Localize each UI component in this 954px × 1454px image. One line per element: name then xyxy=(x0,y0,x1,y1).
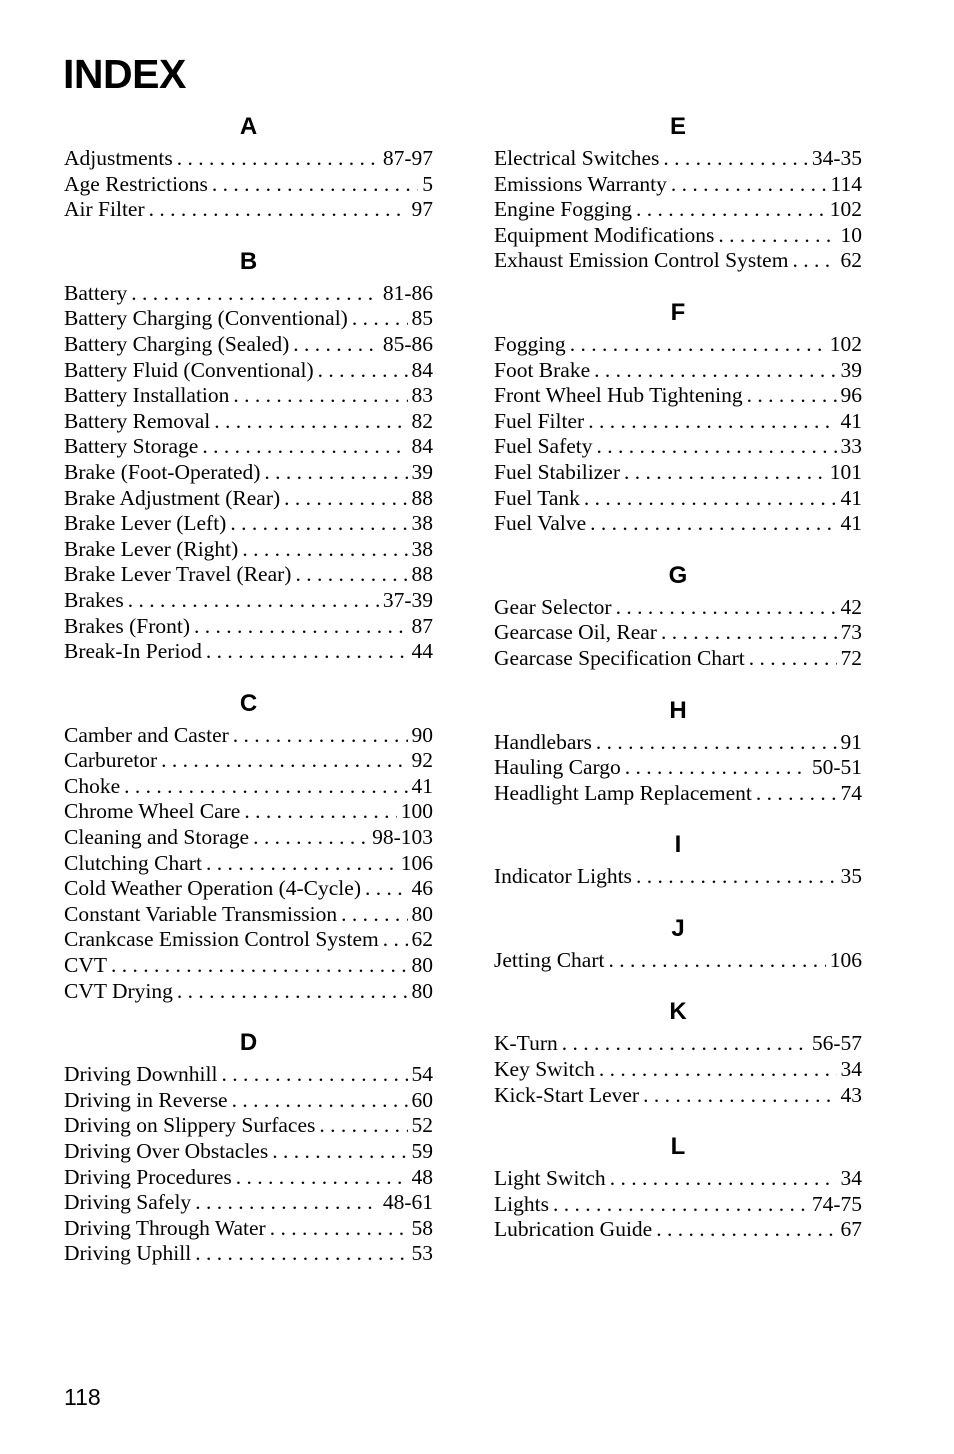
entry-page: 62 xyxy=(840,248,862,273)
entry-page: 41 xyxy=(411,773,433,798)
dot-leader xyxy=(341,902,407,927)
entry-page: 34-35 xyxy=(811,146,862,170)
entry-page: 34 xyxy=(840,1057,862,1082)
dot-leader xyxy=(284,486,407,511)
index-entry xyxy=(64,511,433,537)
entry-name: Constant Variable Transmission xyxy=(64,901,338,926)
dot-leader xyxy=(383,927,408,952)
entry-page: 46 xyxy=(411,876,433,901)
index-column-left xyxy=(64,112,433,1291)
dot-leader xyxy=(599,1057,837,1082)
index-entry xyxy=(64,774,433,800)
entry-name: CVT xyxy=(64,953,107,978)
entry-page: 96 xyxy=(840,383,862,408)
dot-leader xyxy=(253,825,368,850)
index-entry xyxy=(64,1113,433,1139)
entry-page: 83 xyxy=(411,383,433,408)
dot-leader xyxy=(590,511,836,536)
dot-leader xyxy=(553,1192,808,1217)
dot-leader xyxy=(270,1216,408,1241)
entry-name: Crankcase Emission Control System xyxy=(64,927,379,952)
entry-name: Lights xyxy=(494,1191,549,1216)
index-entry xyxy=(494,434,862,460)
index-section xyxy=(64,723,433,1005)
entry-page: 42 xyxy=(840,594,862,619)
index-entry xyxy=(64,876,433,902)
dot-leader xyxy=(230,511,407,536)
entry-name: Cold Weather Operation (4-Cycle) xyxy=(64,876,361,901)
entry-page: 100 xyxy=(400,799,433,824)
entry-page: 5 xyxy=(422,171,433,196)
dot-leader xyxy=(161,748,407,773)
entry-name: Jetting Chart xyxy=(494,947,605,972)
dot-leader xyxy=(221,1062,407,1087)
dot-leader xyxy=(233,723,408,748)
dot-leader xyxy=(671,172,827,197)
entry-page: 97 xyxy=(411,197,433,222)
index-entry xyxy=(494,620,862,646)
index-entry xyxy=(64,851,433,877)
index-section xyxy=(64,146,433,223)
index-entry xyxy=(64,1190,433,1216)
entry-name: Age Restrictions xyxy=(64,171,208,196)
entry-name: Gearcase Oil, Rear xyxy=(494,620,657,645)
entry-page: 58 xyxy=(411,1215,433,1240)
index-entry xyxy=(494,172,862,198)
entry-page: 56-57 xyxy=(811,1031,862,1056)
entry-name: Driving Procedures xyxy=(64,1164,232,1189)
section-letter: G xyxy=(668,561,688,589)
index-entry xyxy=(494,197,862,223)
index-entry xyxy=(494,409,862,435)
dot-leader xyxy=(295,562,407,587)
entry-name: Chrome Wheel Care xyxy=(64,799,241,824)
index-section xyxy=(494,730,862,807)
entry-name: Kick-Start Lever xyxy=(494,1082,640,1107)
dot-leader xyxy=(610,1166,837,1191)
entry-name: Battery Charging (Sealed) xyxy=(64,331,290,356)
index-entry xyxy=(64,146,433,172)
dot-leader xyxy=(206,851,397,876)
dot-leader xyxy=(594,358,836,383)
dot-leader xyxy=(636,864,837,889)
dot-leader xyxy=(636,197,826,222)
index-entry xyxy=(64,1139,433,1165)
index-entry xyxy=(494,646,862,672)
dot-leader xyxy=(625,755,808,780)
index-entry xyxy=(494,248,862,274)
dot-leader xyxy=(195,1190,379,1215)
entry-name: Brake Lever (Right) xyxy=(64,536,239,561)
section-letter: F xyxy=(670,298,686,326)
dot-leader xyxy=(242,537,407,562)
index-entry xyxy=(64,434,433,460)
index-entry xyxy=(64,1088,433,1114)
entry-page: 39 xyxy=(411,459,433,484)
dot-leader xyxy=(206,639,408,664)
index-entry xyxy=(494,1083,862,1109)
entry-name: Battery xyxy=(64,280,128,305)
entry-page: 80 xyxy=(411,978,433,1003)
dot-leader xyxy=(570,332,826,357)
index-entry xyxy=(64,723,433,749)
index-section xyxy=(64,1062,433,1267)
index-entry xyxy=(64,639,433,665)
entry-page: 98-103 xyxy=(372,825,433,850)
entry-name: Driving Safely xyxy=(64,1190,192,1215)
entry-name: Emissions Warranty xyxy=(494,171,667,196)
entry-page: 60 xyxy=(411,1087,433,1112)
section-letter: E xyxy=(669,113,686,140)
entry-page: 82 xyxy=(411,408,433,433)
index-entry xyxy=(64,927,433,953)
index-entry xyxy=(64,409,433,435)
entry-page: 88 xyxy=(411,562,433,587)
index-section xyxy=(494,1166,862,1243)
index-entry xyxy=(64,979,433,1005)
entry-page: 10 xyxy=(840,222,862,247)
entry-page: 67 xyxy=(840,1217,862,1242)
dot-leader xyxy=(608,948,825,973)
entry-name: Driving Over Obstacles xyxy=(64,1139,269,1163)
index-entry xyxy=(494,595,862,621)
section-letter: I xyxy=(674,831,682,859)
entry-page: 114 xyxy=(830,171,862,196)
index-entry xyxy=(494,730,862,756)
index-section xyxy=(494,1031,862,1108)
entry-name: Carburetor xyxy=(64,748,158,773)
dot-leader xyxy=(149,197,408,222)
dot-leader xyxy=(365,876,408,901)
dot-leader xyxy=(718,223,836,248)
index-entry xyxy=(494,332,862,358)
entry-name: Camber and Caster xyxy=(64,722,229,747)
section-letter: L xyxy=(670,1133,686,1161)
entry-page: 88 xyxy=(411,485,433,510)
entry-page: 43 xyxy=(840,1082,862,1107)
index-entry xyxy=(64,825,433,851)
entry-name: Light Switch xyxy=(494,1166,606,1191)
entry-page: 37-39 xyxy=(382,587,433,612)
section-letter: B xyxy=(239,247,258,275)
entry-name: Brake Lever Travel (Rear) xyxy=(64,562,292,587)
index-section xyxy=(494,146,862,274)
index-entry xyxy=(64,306,433,332)
entry-page: 48 xyxy=(411,1164,433,1189)
index-entry xyxy=(494,755,862,781)
index-entry xyxy=(64,358,433,384)
dot-leader xyxy=(643,1083,836,1108)
entry-name: Fuel Filter xyxy=(494,408,585,433)
entry-page: 80 xyxy=(411,953,433,978)
entry-name: Gearcase Specification Chart xyxy=(494,645,745,670)
section-letter: A xyxy=(239,113,258,140)
entry-page: 41 xyxy=(840,485,862,510)
entry-name: Handlebars xyxy=(494,729,592,754)
entry-name: Battery Storage xyxy=(64,434,199,459)
entry-page: 44 xyxy=(411,639,433,664)
index-entry xyxy=(494,948,862,974)
entry-page: 87-97 xyxy=(382,146,433,170)
dot-leader xyxy=(128,588,379,613)
index-entry xyxy=(494,383,862,409)
section-letter: D xyxy=(239,1029,258,1057)
index-entry xyxy=(494,460,862,486)
section-letter: H xyxy=(669,696,687,724)
entry-name: Driving in Reverse xyxy=(64,1087,228,1112)
index-entry xyxy=(64,172,433,198)
section-letter: J xyxy=(671,914,685,942)
entry-name: Exhaust Emission Control System xyxy=(494,248,789,273)
dot-leader xyxy=(352,306,408,331)
index-entry xyxy=(64,281,433,307)
entry-name: Driving Downhill xyxy=(64,1062,218,1087)
entry-page: 53 xyxy=(411,1241,433,1266)
entry-name: Clutching Chart xyxy=(64,850,202,875)
entry-page: 85 xyxy=(411,306,433,331)
entry-page: 85-86 xyxy=(382,331,433,356)
entry-name: Key Switch xyxy=(494,1057,595,1082)
dot-leader xyxy=(264,460,407,485)
index-entry xyxy=(494,1031,862,1057)
dot-leader xyxy=(792,248,836,273)
entry-name: Driving on Slippery Surfaces xyxy=(64,1113,316,1138)
entry-name: Driving Uphill xyxy=(64,1241,192,1266)
entry-name: K-Turn xyxy=(494,1031,558,1056)
index-entry xyxy=(494,358,862,384)
index-entry xyxy=(494,511,862,537)
entry-name: Battery Charging (Conventional) xyxy=(64,306,348,331)
entry-page: 84 xyxy=(411,357,433,382)
entry-page: 72 xyxy=(840,645,862,670)
index-entry xyxy=(64,953,433,979)
entry-name: Foot Brake xyxy=(494,357,591,382)
dot-leader xyxy=(214,409,407,434)
entry-page: 84 xyxy=(411,434,433,459)
dot-leader xyxy=(212,172,418,197)
dot-leader xyxy=(584,486,837,511)
entry-name: Brake (Foot-Operated) xyxy=(64,459,261,484)
section-letter: C xyxy=(239,689,258,717)
index-entry xyxy=(64,197,433,223)
dot-leader xyxy=(749,646,837,671)
dot-leader xyxy=(124,774,407,799)
index-entry xyxy=(494,1057,862,1083)
entry-page: 101 xyxy=(829,459,862,484)
entry-page: 35 xyxy=(840,864,862,889)
dot-leader xyxy=(663,146,807,171)
dot-leader xyxy=(177,146,379,171)
dot-leader xyxy=(194,614,408,639)
entry-page: 48-61 xyxy=(382,1190,433,1215)
entry-page: 81-86 xyxy=(382,280,433,305)
entry-page: 74-75 xyxy=(811,1191,862,1216)
dot-leader xyxy=(232,1088,408,1113)
index-entry xyxy=(64,562,433,588)
entry-page: 50-51 xyxy=(811,755,862,780)
entry-page: 41 xyxy=(840,511,862,536)
entry-page: 34 xyxy=(840,1166,862,1191)
entry-name: Fuel Valve xyxy=(494,511,587,536)
entry-name: Fuel Stabilizer xyxy=(494,459,620,484)
dot-leader xyxy=(616,595,837,620)
index-section xyxy=(494,595,862,672)
index-column-right xyxy=(494,112,862,1267)
entry-name: Hauling Cargo xyxy=(494,755,621,780)
index-entry xyxy=(494,146,862,172)
entry-page: 38 xyxy=(411,536,433,561)
dot-leader xyxy=(233,383,407,408)
index-entry xyxy=(64,902,433,928)
entry-page: 62 xyxy=(411,927,433,952)
entry-name: Break-In Period xyxy=(64,639,202,664)
entry-name: Battery Fluid (Conventional) xyxy=(64,357,314,382)
entry-name: Equipment Modifications xyxy=(494,222,715,247)
dot-leader xyxy=(195,1241,407,1266)
index-entry xyxy=(64,537,433,563)
index-entry xyxy=(494,1166,862,1192)
entry-name: Electrical Switches xyxy=(494,146,660,170)
entry-name: Brake Lever (Left) xyxy=(64,511,227,536)
entry-name: Brake Adjustment (Rear) xyxy=(64,485,281,510)
dot-leader xyxy=(596,730,837,755)
entry-name: Brakes xyxy=(64,587,124,612)
entry-name: Indicator Lights xyxy=(494,864,632,889)
dot-leader xyxy=(747,383,837,408)
entry-page: 33 xyxy=(840,434,862,459)
entry-name: Headlight Lamp Replacement xyxy=(494,780,752,805)
index-entry xyxy=(494,1217,862,1243)
dot-leader xyxy=(244,799,396,824)
entry-page: 90 xyxy=(411,722,433,747)
index-entry xyxy=(64,1241,433,1267)
entry-name: Fogging xyxy=(494,331,566,356)
dot-leader xyxy=(562,1031,808,1056)
dot-leader xyxy=(236,1165,408,1190)
dot-leader xyxy=(202,434,407,459)
dot-leader xyxy=(756,781,837,806)
entry-name: Cleaning and Storage xyxy=(64,825,250,850)
entry-page: 41 xyxy=(840,408,862,433)
entry-page: 59 xyxy=(411,1139,433,1163)
index-entry xyxy=(494,486,862,512)
entry-name: Air Filter xyxy=(64,197,145,222)
entry-name: Driving Through Water xyxy=(64,1215,266,1240)
index-section xyxy=(494,864,862,890)
section-letter: K xyxy=(669,998,687,1026)
index-entry xyxy=(64,332,433,358)
entry-name: Engine Fogging xyxy=(494,197,632,222)
index-entry xyxy=(494,223,862,249)
dot-leader xyxy=(656,1217,836,1242)
index-entry xyxy=(64,486,433,512)
entry-name: Adjustments xyxy=(64,146,173,170)
index-section xyxy=(64,281,433,665)
dot-leader xyxy=(177,979,408,1004)
entry-name: Battery Installation xyxy=(64,383,230,408)
entry-name: Brakes (Front) xyxy=(64,613,190,638)
entry-name: Battery Removal xyxy=(64,408,211,433)
entry-name: Fuel Safety xyxy=(494,434,593,459)
index-entry xyxy=(64,383,433,409)
dot-leader xyxy=(597,434,837,459)
entry-page: 38 xyxy=(411,511,433,536)
page-title: INDEX xyxy=(63,51,186,97)
entry-page: 73 xyxy=(840,620,862,645)
dot-leader xyxy=(111,953,408,978)
index-section xyxy=(494,948,862,974)
entry-page: 52 xyxy=(411,1113,433,1138)
index-entry xyxy=(494,781,862,807)
entry-name: CVT Drying xyxy=(64,978,173,1003)
index-entry xyxy=(64,1062,433,1088)
dot-leader xyxy=(661,620,837,645)
entry-page: 87 xyxy=(411,613,433,638)
dot-leader xyxy=(588,409,836,434)
entry-page: 102 xyxy=(829,197,862,222)
entry-name: Fuel Tank xyxy=(494,485,580,510)
index-entry xyxy=(64,1165,433,1191)
entry-name: Choke xyxy=(64,773,121,798)
index-entry xyxy=(64,1216,433,1242)
dot-leader xyxy=(272,1139,407,1164)
entry-name: Gear Selector xyxy=(494,594,612,619)
index-entry xyxy=(494,864,862,890)
entry-name: Front Wheel Hub Tightening xyxy=(494,383,743,408)
entry-page: 92 xyxy=(411,748,433,773)
entry-page: 39 xyxy=(840,357,862,382)
index-section xyxy=(494,332,862,537)
dot-leader xyxy=(319,1113,407,1138)
index-entry xyxy=(64,614,433,640)
index-entry xyxy=(494,1192,862,1218)
page-number: 118 xyxy=(64,1384,101,1410)
entry-name: Lubrication Guide xyxy=(494,1217,653,1242)
entry-page: 80 xyxy=(411,901,433,926)
entry-page: 74 xyxy=(840,780,862,805)
entry-page: 106 xyxy=(400,850,433,875)
index-entry xyxy=(64,799,433,825)
entry-page: 106 xyxy=(829,947,862,972)
entry-page: 54 xyxy=(411,1062,433,1087)
entry-page: 91 xyxy=(840,729,862,754)
entry-page: 102 xyxy=(829,331,862,356)
index-entry xyxy=(64,588,433,614)
dot-leader xyxy=(293,332,379,357)
index-entry xyxy=(64,748,433,774)
index-entry xyxy=(64,460,433,486)
dot-leader xyxy=(131,281,379,306)
dot-leader xyxy=(624,460,826,485)
dot-leader xyxy=(318,358,408,383)
